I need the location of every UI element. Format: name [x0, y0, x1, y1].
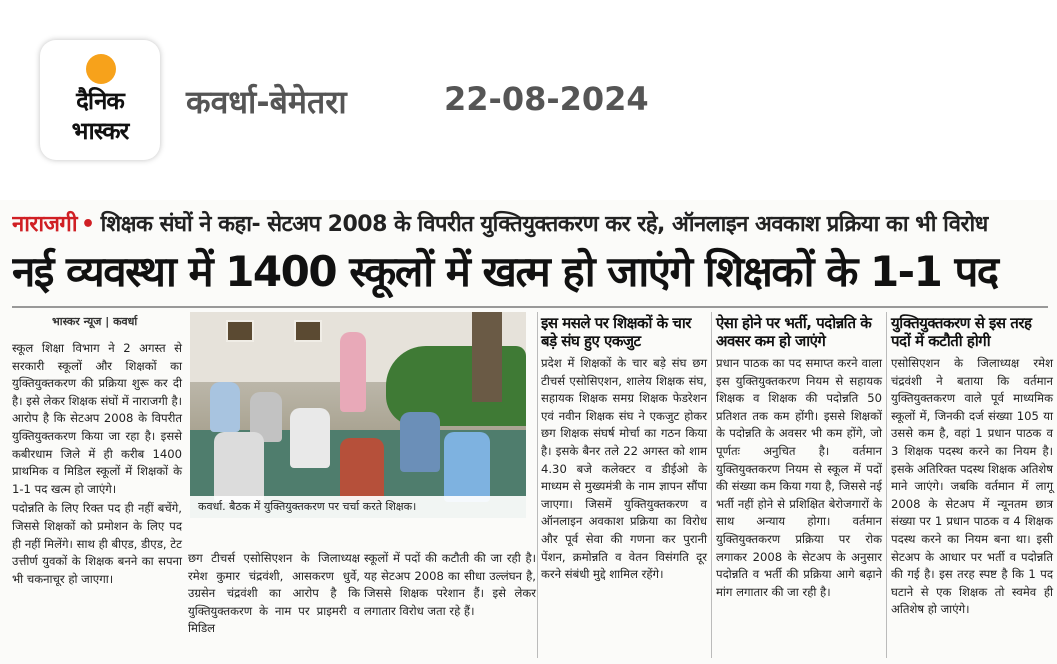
photo-window: [226, 320, 254, 342]
kicker-text: शिक्षक संघों ने कहा- सेटअप 2008 के विपरीत युक्तियुक्तकरण कर रहे, ऑनलाइन अवकाश प्रक्रिया का भी विरोध: [100, 212, 988, 237]
photo-person: [214, 432, 264, 502]
column-1-paragraph-1: स्कूल शिक्षा विभाग ने 2 अगस्त से सरकारी स्कूलों और शिक्षकों का युक्तियुक्तकरण की प्रक्रिया शुरू कर दी है। इसे लेकर शिक्षक संघों में नाराजगी है। आरोप है कि सेटअप 2008 के विपरीत युक्तियुक्तकरण किया जा रहा है। इससे कबीरधाम जिले में ही करीब 1400 प्राथमिक व मिडिल स्कूलों में शिक्षकों के 1-1 पद खत्म हो जाएंगे।: [12, 341, 182, 496]
column-1: [12, 340, 182, 590]
photo-person: [210, 382, 240, 432]
photo-person: [290, 408, 330, 468]
column-4: [541, 355, 707, 586]
column-1-paragraph-2: पदोन्नति के लिए रिक्त पद ही नहीं बचेंगे, जिससे शिक्षकों को प्रमोशन के लिए पद ही नहीं मिलेंगे। साथ ही बीएड, डीएड, टेट उत्तीर्ण युवकों के शिक्षक बनने का सपना भी चकनाचूर हो जाएगा।: [12, 501, 182, 586]
meeting-photo: [190, 312, 526, 518]
photo-person: [444, 432, 490, 502]
photo-person: [400, 412, 440, 472]
column-5: [716, 355, 882, 603]
edition-date: 22-08-2024: [444, 80, 649, 118]
photo-caption: कवर्धा. बैठक में युक्तियुक्तकरण पर चर्चा करते शिक्षक।: [190, 496, 526, 518]
sun-icon: [86, 54, 116, 84]
article-kicker: [12, 208, 1052, 238]
kicker-bullet: •: [81, 212, 95, 237]
column-5-paragraph: प्रधान पाठक का पद समाप्त करने वाला इस युक्तियुक्तकरण नियम से सहायक शिक्षक व शिक्षक की पदोन्नति 50 प्रतिशत तक कम होंगी। इससे शिक्षकों के पदोन्नति के अवसर भी कम होंगे, जो पूर्णतः अनुचित है। वर्तमान युक्तियुक्तकरण नियम से स्कूल में पदों की संख्या कम किया गया है, जिससे नई भर्ती नहीं होने से प्रशिक्षित बेरोजगारों के साथ अन्याय होगा। वर्तमान युक्तियुक्तकरण प्रक्रिया पर रोक लगाकर 2008 के सेटअप के अनुसार पदोन्नति व भर्ती की प्रक्रिया आगे बढ़ाने मांग लगातार की जा रही है।: [716, 356, 882, 599]
column-2-paragraph: छग टीचर्स एसोसिएशन के जिलाध्यक्ष रमेश कुमार चंद्रवंशी, आसकरण धुर्वे, उग्रसेन चंद्रवंशी का आरोप है कि युक्तियुक्तकरण के नाम पर प्राइमरी व मिडिल: [188, 551, 360, 636]
dainik-bhaskar-logo[interactable]: [40, 40, 160, 160]
photo-window: [294, 320, 322, 342]
column-4-paragraph: प्रदेश में शिक्षकों के चार बड़े संघ छग टीचर्स एसोसिएशन, शालेय शिक्षक संघ, सहायक शिक्षक समग्र शिक्षक फेडरेशन एवं नवीन शिक्षक संघ ने एकजुट होकर छग शिक्षक संघर्ष मोर्चा का गठन किया है। इसके बैनर तले 22 अगस्त को शाम 4.30 बजे कलेक्टर व डीईओ के माध्यम से मुख्यमंत्री के नाम ज्ञापन सौंपा जाएगा। जिसमें युक्तियुक्तकरण व ऑनलाइन अवकाश प्रक्रिया का विरोध और पूर्व सेवा की गणना कर पुरानी पेंशन, क्रमोन्नति व वेतन विसंगति दूर करने संबंधी मुद्दे शामिल रहेंगे।: [541, 356, 707, 582]
headline-divider: [12, 306, 1048, 308]
article-dateline: भास्कर न्यूज | कवर्धा: [52, 315, 138, 328]
logo-text-line1: दैनिक: [76, 87, 124, 115]
page-header: [0, 0, 1057, 185]
photo-tree: [472, 312, 502, 402]
article-headline: नई व्यवस्था में 1400 स्कूलों में खत्म हो जाएंगे शिक्षकों के 1-1 पद: [12, 247, 998, 296]
kicker-tag: नाराजगी: [12, 212, 78, 237]
column-6-subheading: युक्तियुक्तकरण से इस तरह पदों में कटौती होगी: [891, 314, 1032, 350]
column-divider: [711, 312, 712, 658]
column-5-subheading: ऐसा होने पर भर्ती, पदोन्नति के अवसर कम हो जाएंगे: [716, 314, 872, 350]
photo-person: [340, 438, 384, 502]
column-6: [891, 355, 1053, 621]
photo-person: [340, 332, 366, 412]
column-2: [188, 550, 360, 640]
column-3: [364, 550, 536, 622]
column-6-paragraph: एसोसिएशन के जिलाध्यक्ष रमेश चंद्रवंशी ने बताया कि वर्तमान युक्तियुक्तकरण वाले पूर्व माध्यमिक स्कूलों में, जिनकी दर्ज संख्या 105 या उससे कम है, वहां 1 प्रधान पाठक व 3 शिक्षक पदस्थ करने का नियम है। इसके अतिरिक्त पदस्थ शिक्षक अतिशेष माने जाएंगे। जबकि वर्तमान में लागू 2008 के सेटअप में न्यूनतम छात्र संख्या पर 1 प्रधान पाठक व 4 शिक्षक पदस्थ करने का नियम बना था। इसी सेटअप के आधार पर भर्ती व पदोन्नति की गई है। इस तरह स्पष्ट है कि 1 पद घटाने से एक शिक्षक तो स्वमेव ही अतिशेष हो जाएंगे।: [891, 356, 1053, 617]
news-article: [0, 200, 1057, 664]
edition-name: कवर्धा-बेमेतरा: [186, 83, 347, 121]
column-divider: [886, 312, 887, 658]
logo-text-line2: भास्कर: [71, 117, 129, 145]
column-divider: [537, 312, 538, 658]
column-3-paragraph: स्कूलों में पदों की कटौती की जा रही है। यह सेटअप 2008 का सीधा उल्लंघन है, जिससे शिक्षक परेशान हैं। इसे लेकर लगातार विरोध जता रहे हैं।: [364, 551, 536, 618]
column-4-subheading: इस मसले पर शिक्षकों के चार बड़े संघ हुए एकजुट: [541, 314, 691, 350]
